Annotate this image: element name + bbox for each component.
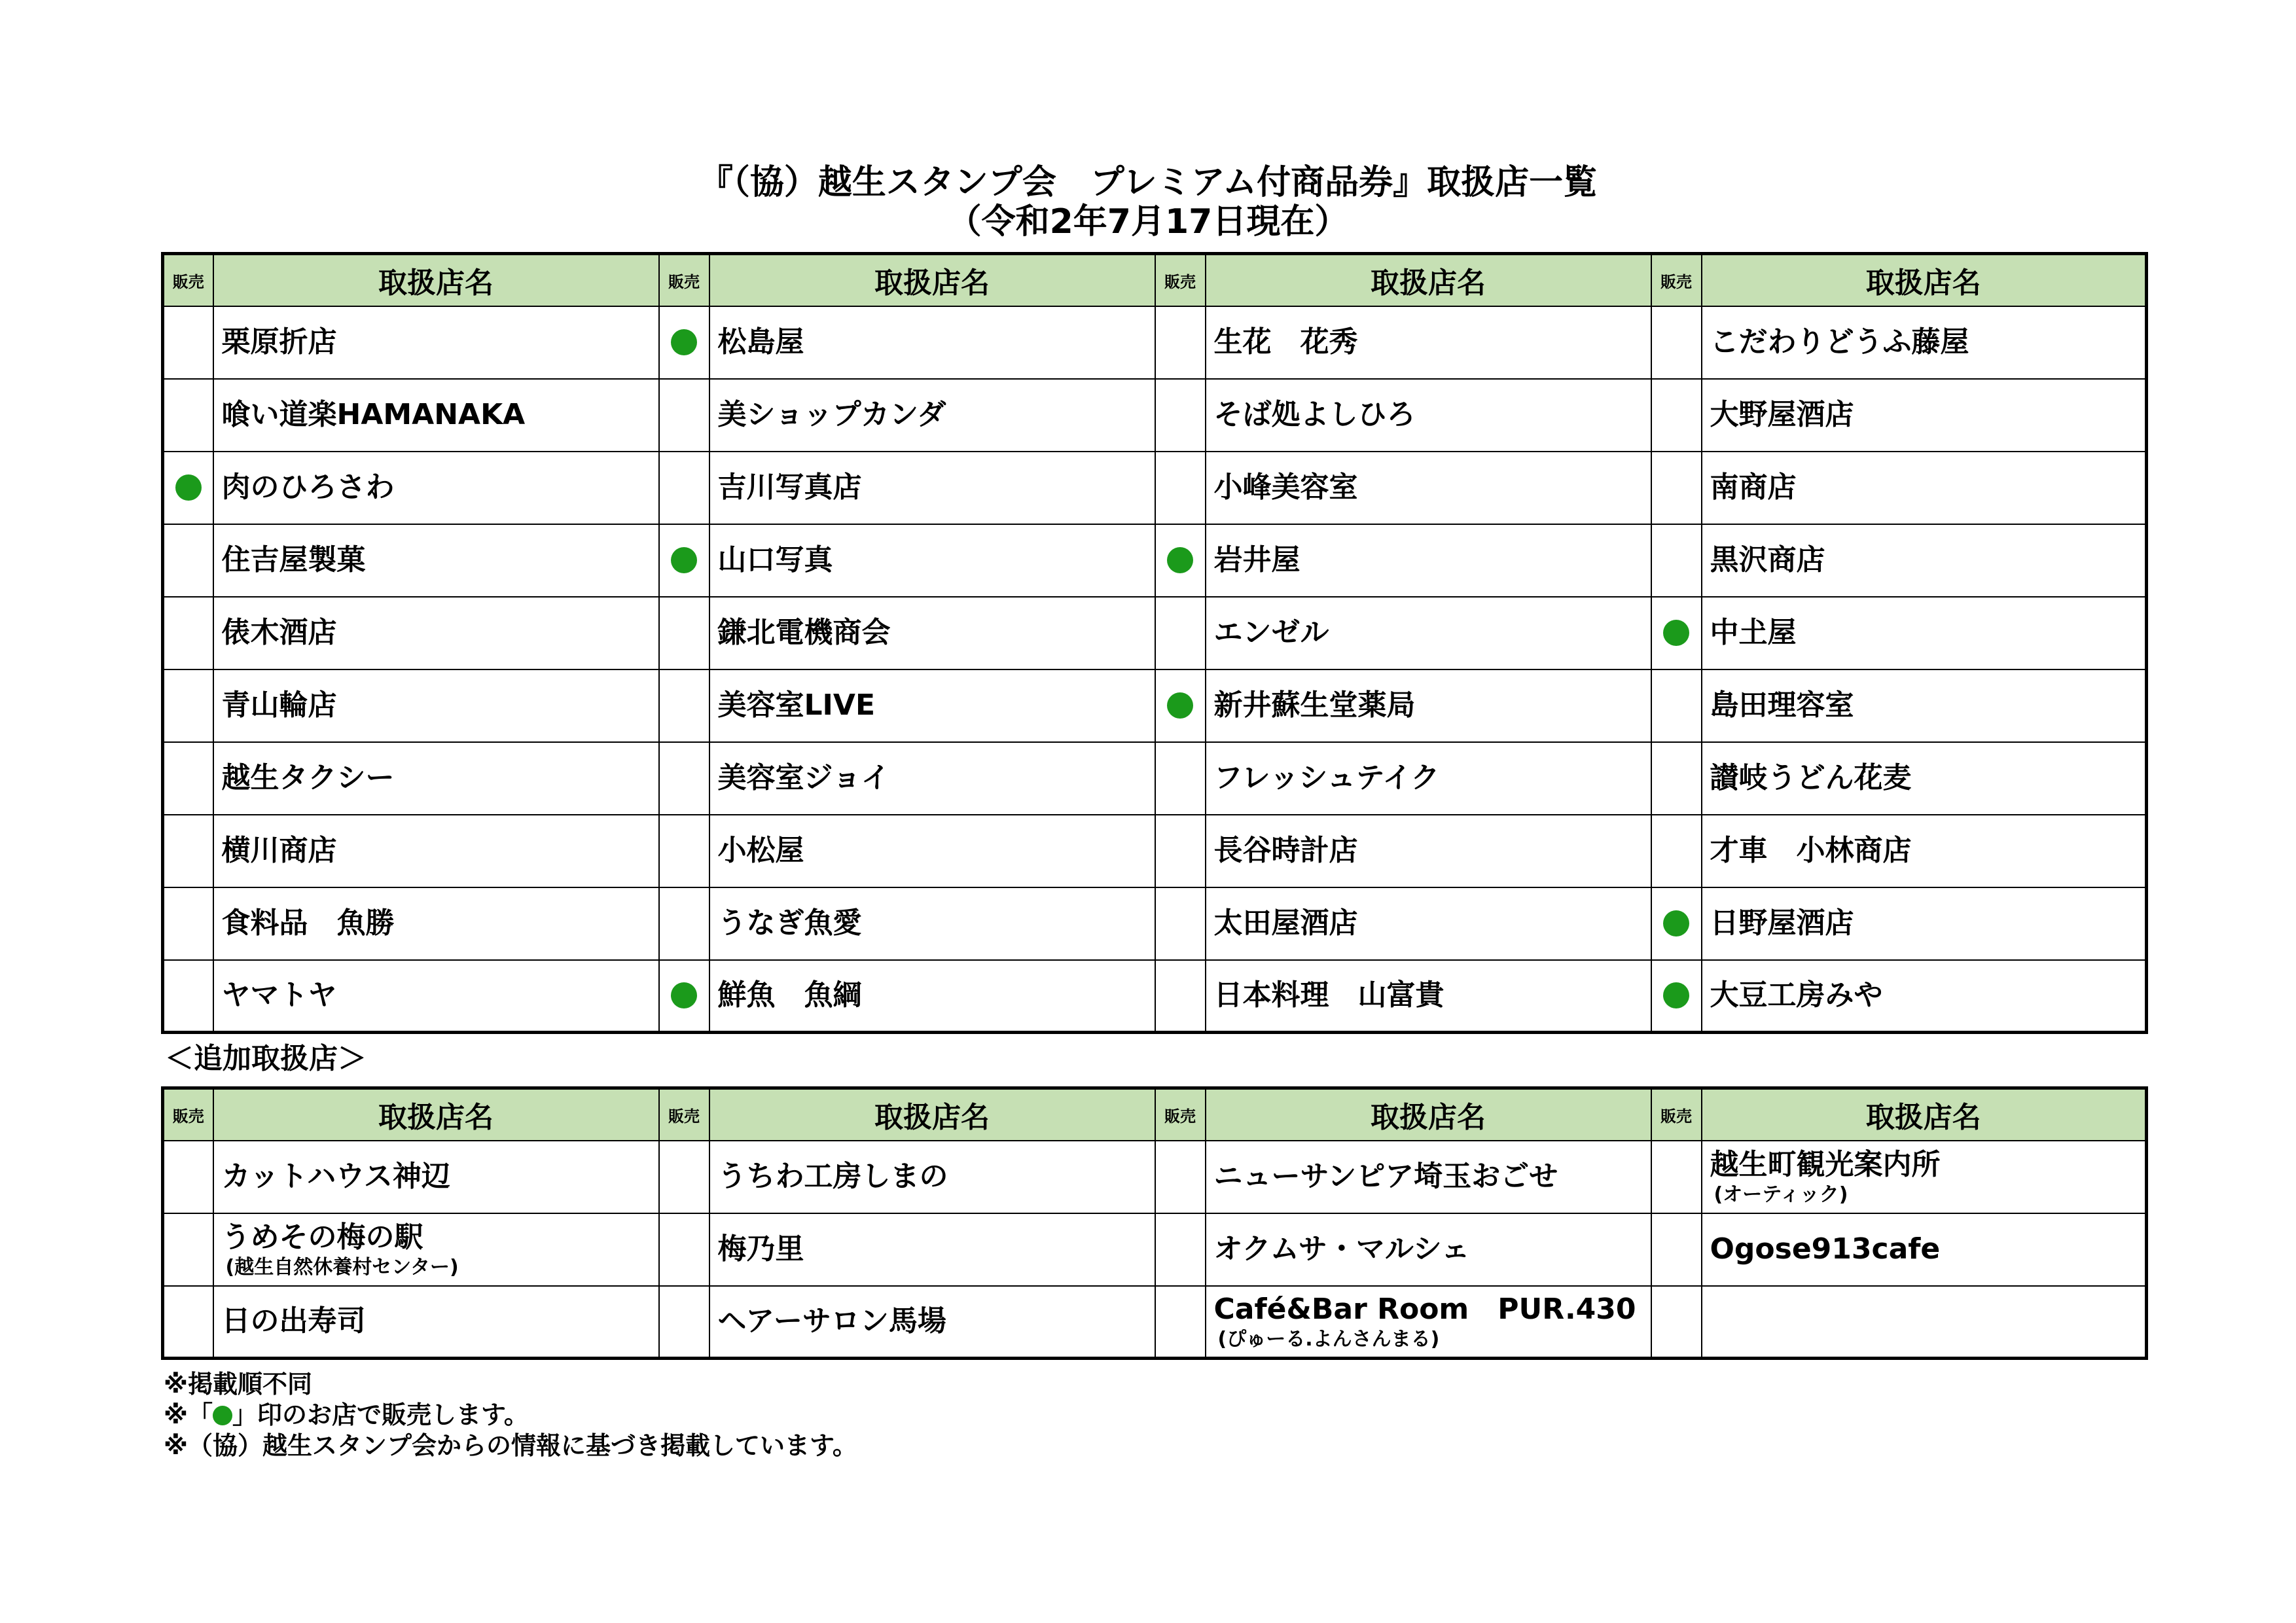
sell-mark-cell bbox=[163, 815, 213, 887]
table-row bbox=[163, 1141, 2147, 1213]
store-name: 島田理容室 bbox=[1710, 688, 1854, 722]
store-name-note: (越生自然休養村センター) bbox=[225, 1256, 459, 1279]
sell-mark-cell bbox=[163, 1286, 213, 1359]
store-name-cell bbox=[1206, 742, 1651, 815]
sell-mark-cell bbox=[1651, 597, 1702, 669]
sell-mark-cell bbox=[1155, 597, 1206, 669]
store-name: 小松屋 bbox=[717, 834, 804, 867]
store-name-column-header: 取扱店名 bbox=[709, 254, 1155, 306]
store-name-cell bbox=[1206, 597, 1651, 669]
sell-mark-cell bbox=[1651, 960, 1702, 1033]
green-dot-icon bbox=[671, 982, 697, 1008]
table-row bbox=[163, 669, 2147, 742]
store-name: 中𡈽屋 bbox=[1710, 616, 1797, 649]
store-name: フレッシュテイク bbox=[1213, 761, 1440, 794]
store-name: 鎌北電機商会 bbox=[717, 616, 891, 649]
table-row bbox=[163, 524, 2147, 597]
store-name-cell bbox=[709, 452, 1155, 524]
store-name: 食料品 魚勝 bbox=[221, 906, 395, 940]
store-name: うめその梅の駅 bbox=[221, 1221, 423, 1254]
store-name-cell bbox=[1206, 1286, 1651, 1359]
sell-mark-cell bbox=[659, 524, 709, 597]
note-source: ※（協）越生スタンプ会からの情報に基づき掲載しています。 bbox=[164, 1431, 857, 1460]
store-name: 越生町観光案内所 bbox=[1710, 1148, 1941, 1181]
note-sales-mark bbox=[164, 1400, 857, 1431]
store-name-cell bbox=[1702, 597, 2147, 669]
sell-mark-cell bbox=[659, 452, 709, 524]
additional-stores-label: ＜追加取扱店＞ bbox=[165, 1042, 367, 1075]
store-name: オクムサ・マルシェ bbox=[1213, 1232, 1470, 1266]
store-name-cell bbox=[1206, 452, 1651, 524]
store-name-cell bbox=[1206, 815, 1651, 887]
sell-mark-cell bbox=[1651, 887, 1702, 960]
store-name: 長谷時計店 bbox=[1213, 834, 1358, 867]
store-name-column-header: 取扱店名 bbox=[1206, 254, 1651, 306]
green-dot-icon bbox=[175, 474, 202, 501]
sell-mark-cell bbox=[163, 1141, 213, 1213]
store-name: 松島屋 bbox=[717, 325, 804, 359]
store-name: 日野屋酒店 bbox=[1710, 906, 1854, 940]
store-name-cell bbox=[213, 742, 659, 815]
sell-column-header: 販売 bbox=[163, 254, 213, 306]
store-name-cell bbox=[1206, 887, 1651, 960]
additional-table-body bbox=[163, 1088, 2147, 1359]
store-name: 讃岐うどん花麦 bbox=[1710, 761, 1912, 794]
store-name-column-header: 取扱店名 bbox=[213, 254, 659, 306]
table-row bbox=[163, 1213, 2147, 1286]
sell-column-header: 販売 bbox=[1155, 1088, 1206, 1141]
store-name-cell bbox=[1702, 379, 2147, 452]
store-name-cell bbox=[1702, 306, 2147, 379]
main-store-table bbox=[161, 252, 2148, 1034]
store-name: 黒沢商店 bbox=[1710, 543, 1825, 577]
sell-column-header: 販売 bbox=[1155, 254, 1206, 306]
store-name-cell bbox=[1702, 1213, 2147, 1286]
store-name-cell bbox=[1206, 1141, 1651, 1213]
store-name-cell bbox=[709, 815, 1155, 887]
store-name: そば処よしひろ bbox=[1213, 398, 1416, 431]
store-name-cell bbox=[709, 669, 1155, 742]
store-name: うなぎ魚愛 bbox=[717, 906, 862, 940]
sell-mark-cell bbox=[1155, 815, 1206, 887]
sell-mark-cell bbox=[1155, 306, 1206, 379]
store-name: 小峰美容室 bbox=[1213, 471, 1358, 504]
sell-mark-cell bbox=[659, 1286, 709, 1359]
sell-mark-cell bbox=[163, 524, 213, 597]
green-dot-icon bbox=[1167, 547, 1193, 573]
page-title: 『（協）越生スタンプ会 プレミアム付商品券』取扱店一覧 bbox=[698, 163, 1598, 202]
notes bbox=[164, 1369, 857, 1461]
sell-mark-cell bbox=[163, 306, 213, 379]
green-dot-icon bbox=[213, 1406, 232, 1425]
sell-mark-cell bbox=[659, 379, 709, 452]
sell-mark-cell bbox=[163, 452, 213, 524]
sell-mark-cell bbox=[163, 960, 213, 1033]
store-name: 美ショップカンダ bbox=[717, 398, 946, 431]
sell-mark-cell bbox=[1155, 452, 1206, 524]
store-name: 越生タクシー bbox=[221, 761, 395, 794]
store-name: 美容室LIVE bbox=[717, 688, 876, 722]
note-sales-mark-pre: ※「 bbox=[164, 1400, 213, 1429]
store-name: 鮮魚 魚綱 bbox=[717, 978, 862, 1012]
store-name-cell bbox=[1702, 452, 2147, 524]
green-dot-icon bbox=[1663, 620, 1689, 646]
sell-mark-cell bbox=[659, 960, 709, 1033]
store-name-cell bbox=[1702, 524, 2147, 597]
sell-mark-cell bbox=[1155, 379, 1206, 452]
sell-mark-cell bbox=[163, 597, 213, 669]
store-name: ヤマトヤ bbox=[221, 978, 337, 1012]
store-name: 大野屋酒店 bbox=[1710, 398, 1854, 431]
store-name-cell bbox=[709, 524, 1155, 597]
table-row bbox=[163, 379, 2147, 452]
store-name-cell bbox=[709, 597, 1155, 669]
store-name-cell bbox=[213, 1286, 659, 1359]
sell-mark-cell bbox=[659, 306, 709, 379]
table-row bbox=[163, 742, 2147, 815]
sell-mark-cell bbox=[1651, 306, 1702, 379]
sell-column-header: 販売 bbox=[1651, 1088, 1702, 1141]
store-name-cell bbox=[213, 597, 659, 669]
sell-mark-cell bbox=[1651, 1141, 1702, 1213]
store-name-cell bbox=[213, 815, 659, 887]
store-name: 岩井屋 bbox=[1213, 543, 1300, 577]
table-row bbox=[163, 887, 2147, 960]
store-name: 喰い道楽HAMANAKA bbox=[221, 398, 526, 431]
green-dot-icon bbox=[671, 329, 697, 355]
sell-column-header: 販売 bbox=[1651, 254, 1702, 306]
store-name: 吉川写真店 bbox=[717, 471, 862, 504]
store-name: 日の出寿司 bbox=[221, 1304, 366, 1338]
store-name: 横川商店 bbox=[221, 834, 337, 867]
store-name-cell bbox=[213, 669, 659, 742]
store-name-cell bbox=[213, 306, 659, 379]
sell-mark-cell bbox=[1651, 815, 1702, 887]
sell-mark-cell bbox=[659, 1141, 709, 1213]
store-name-cell bbox=[1206, 524, 1651, 597]
store-name-cell bbox=[1206, 379, 1651, 452]
sell-mark-cell bbox=[1651, 742, 1702, 815]
store-name: 生花 花秀 bbox=[1213, 325, 1358, 359]
table-row bbox=[163, 452, 2147, 524]
store-name: Café&Bar Room PUR.430 bbox=[1213, 1293, 1636, 1327]
store-name: 太田屋酒店 bbox=[1213, 906, 1358, 940]
store-name-cell bbox=[1702, 1286, 2147, 1359]
store-name: 美容室ジョイ bbox=[717, 761, 890, 794]
store-name: こだわりどうふ藤屋 bbox=[1710, 325, 1969, 359]
sell-mark-cell bbox=[163, 887, 213, 960]
store-name: 山口写真 bbox=[717, 543, 833, 577]
sell-mark-cell bbox=[1155, 1141, 1206, 1213]
store-name: 青山輪店 bbox=[221, 688, 337, 722]
sell-mark-cell bbox=[659, 815, 709, 887]
store-name-cell bbox=[1206, 306, 1651, 379]
green-dot-icon bbox=[1167, 692, 1193, 719]
store-name-cell bbox=[709, 1286, 1155, 1359]
store-name-cell bbox=[709, 306, 1155, 379]
sell-mark-cell bbox=[1155, 669, 1206, 742]
store-name-cell bbox=[1206, 960, 1651, 1033]
store-name: 新井蘇生堂薬局 bbox=[1213, 688, 1416, 722]
store-name: エンゼル bbox=[1213, 616, 1329, 649]
header-row bbox=[163, 1088, 2147, 1141]
store-name-cell bbox=[1206, 1213, 1651, 1286]
main-table-body bbox=[163, 254, 2147, 1033]
store-name-cell bbox=[709, 960, 1155, 1033]
sell-mark-cell bbox=[1155, 742, 1206, 815]
sell-mark-cell bbox=[1155, 960, 1206, 1033]
store-name: 栗原折店 bbox=[221, 325, 337, 359]
store-name: うちわ工房しまの bbox=[717, 1160, 948, 1193]
store-name: カットハウス神辺 bbox=[221, 1160, 450, 1193]
store-name-cell bbox=[213, 1213, 659, 1286]
table-row bbox=[163, 960, 2147, 1033]
store-name-cell bbox=[213, 1141, 659, 1213]
sell-mark-cell bbox=[1155, 1213, 1206, 1286]
store-name-cell bbox=[1702, 742, 2147, 815]
store-name: ニューサンピア埼玉おごせ bbox=[1213, 1160, 1558, 1193]
sell-mark-cell bbox=[1651, 379, 1702, 452]
store-name: Ogose913cafe bbox=[1710, 1232, 1941, 1266]
store-name-cell bbox=[1702, 887, 2147, 960]
green-dot-icon bbox=[1663, 982, 1689, 1008]
store-name: 才車 小林商店 bbox=[1710, 834, 1912, 867]
table-row bbox=[163, 597, 2147, 669]
store-name: 住吉屋製菓 bbox=[221, 543, 366, 577]
store-name-cell bbox=[1702, 815, 2147, 887]
sell-mark-cell bbox=[1651, 452, 1702, 524]
sell-mark-cell bbox=[163, 1213, 213, 1286]
sell-mark-cell bbox=[163, 669, 213, 742]
sell-mark-cell bbox=[659, 887, 709, 960]
table-row bbox=[163, 815, 2147, 887]
store-name-column-header: 取扱店名 bbox=[213, 1088, 659, 1141]
store-name-cell bbox=[709, 379, 1155, 452]
sell-mark-cell bbox=[659, 1213, 709, 1286]
table-row bbox=[163, 306, 2147, 379]
note-sales-mark-post: 」印のお店で販売します。 bbox=[232, 1400, 529, 1429]
sell-mark-cell bbox=[1651, 1213, 1702, 1286]
store-name-note: (ぴゅーる.よんさんまる) bbox=[1217, 1328, 1440, 1351]
additional-store-table bbox=[161, 1086, 2148, 1360]
store-name: 俵木酒店 bbox=[221, 616, 337, 649]
store-name-cell bbox=[1702, 1141, 2147, 1213]
note-order: ※掲載順不同 bbox=[164, 1370, 312, 1399]
store-name-cell bbox=[213, 960, 659, 1033]
store-name-cell bbox=[1702, 960, 2147, 1033]
store-name-note: (オーティック) bbox=[1713, 1183, 1848, 1206]
store-name-cell bbox=[709, 1141, 1155, 1213]
store-name: 大豆工房みや bbox=[1710, 978, 1883, 1012]
sell-mark-cell bbox=[659, 669, 709, 742]
store-name-column-header: 取扱店名 bbox=[1702, 254, 2147, 306]
store-name: 日本料理 山富貴 bbox=[1213, 978, 1444, 1012]
store-name-cell bbox=[709, 742, 1155, 815]
store-name-cell bbox=[709, 887, 1155, 960]
store-name: 肉のひろさわ bbox=[221, 471, 395, 504]
sell-mark-cell bbox=[1155, 524, 1206, 597]
store-name-cell bbox=[213, 524, 659, 597]
sell-mark-cell bbox=[1155, 887, 1206, 960]
green-dot-icon bbox=[1663, 910, 1689, 936]
store-name-column-header: 取扱店名 bbox=[1702, 1088, 2147, 1141]
sell-mark-cell bbox=[659, 597, 709, 669]
green-dot-icon bbox=[671, 547, 697, 573]
sell-mark-cell bbox=[163, 742, 213, 815]
store-name: 梅乃里 bbox=[717, 1232, 804, 1266]
store-name-column-header: 取扱店名 bbox=[709, 1088, 1155, 1141]
sell-mark-cell bbox=[659, 742, 709, 815]
store-name-cell bbox=[709, 1213, 1155, 1286]
sell-mark-cell bbox=[1651, 1286, 1702, 1359]
store-name-column-header: 取扱店名 bbox=[1206, 1088, 1651, 1141]
sell-mark-cell bbox=[1155, 1286, 1206, 1359]
store-name-cell bbox=[213, 887, 659, 960]
store-name-cell bbox=[1702, 669, 2147, 742]
sell-column-header: 販売 bbox=[163, 1088, 213, 1141]
sell-mark-cell bbox=[1651, 524, 1702, 597]
store-name: 南商店 bbox=[1710, 471, 1797, 504]
table-row bbox=[163, 1286, 2147, 1359]
store-name-cell bbox=[213, 452, 659, 524]
sell-mark-cell bbox=[1651, 669, 1702, 742]
store-name-cell bbox=[1206, 669, 1651, 742]
sell-column-header: 販売 bbox=[659, 254, 709, 306]
sell-column-header: 販売 bbox=[659, 1088, 709, 1141]
page-subtitle-date: （令和2年7月17日現在） bbox=[947, 202, 1349, 241]
store-name-cell bbox=[213, 379, 659, 452]
header-row bbox=[163, 254, 2147, 306]
sell-mark-cell bbox=[163, 379, 213, 452]
store-name: ヘアーサロン馬場 bbox=[717, 1304, 946, 1338]
